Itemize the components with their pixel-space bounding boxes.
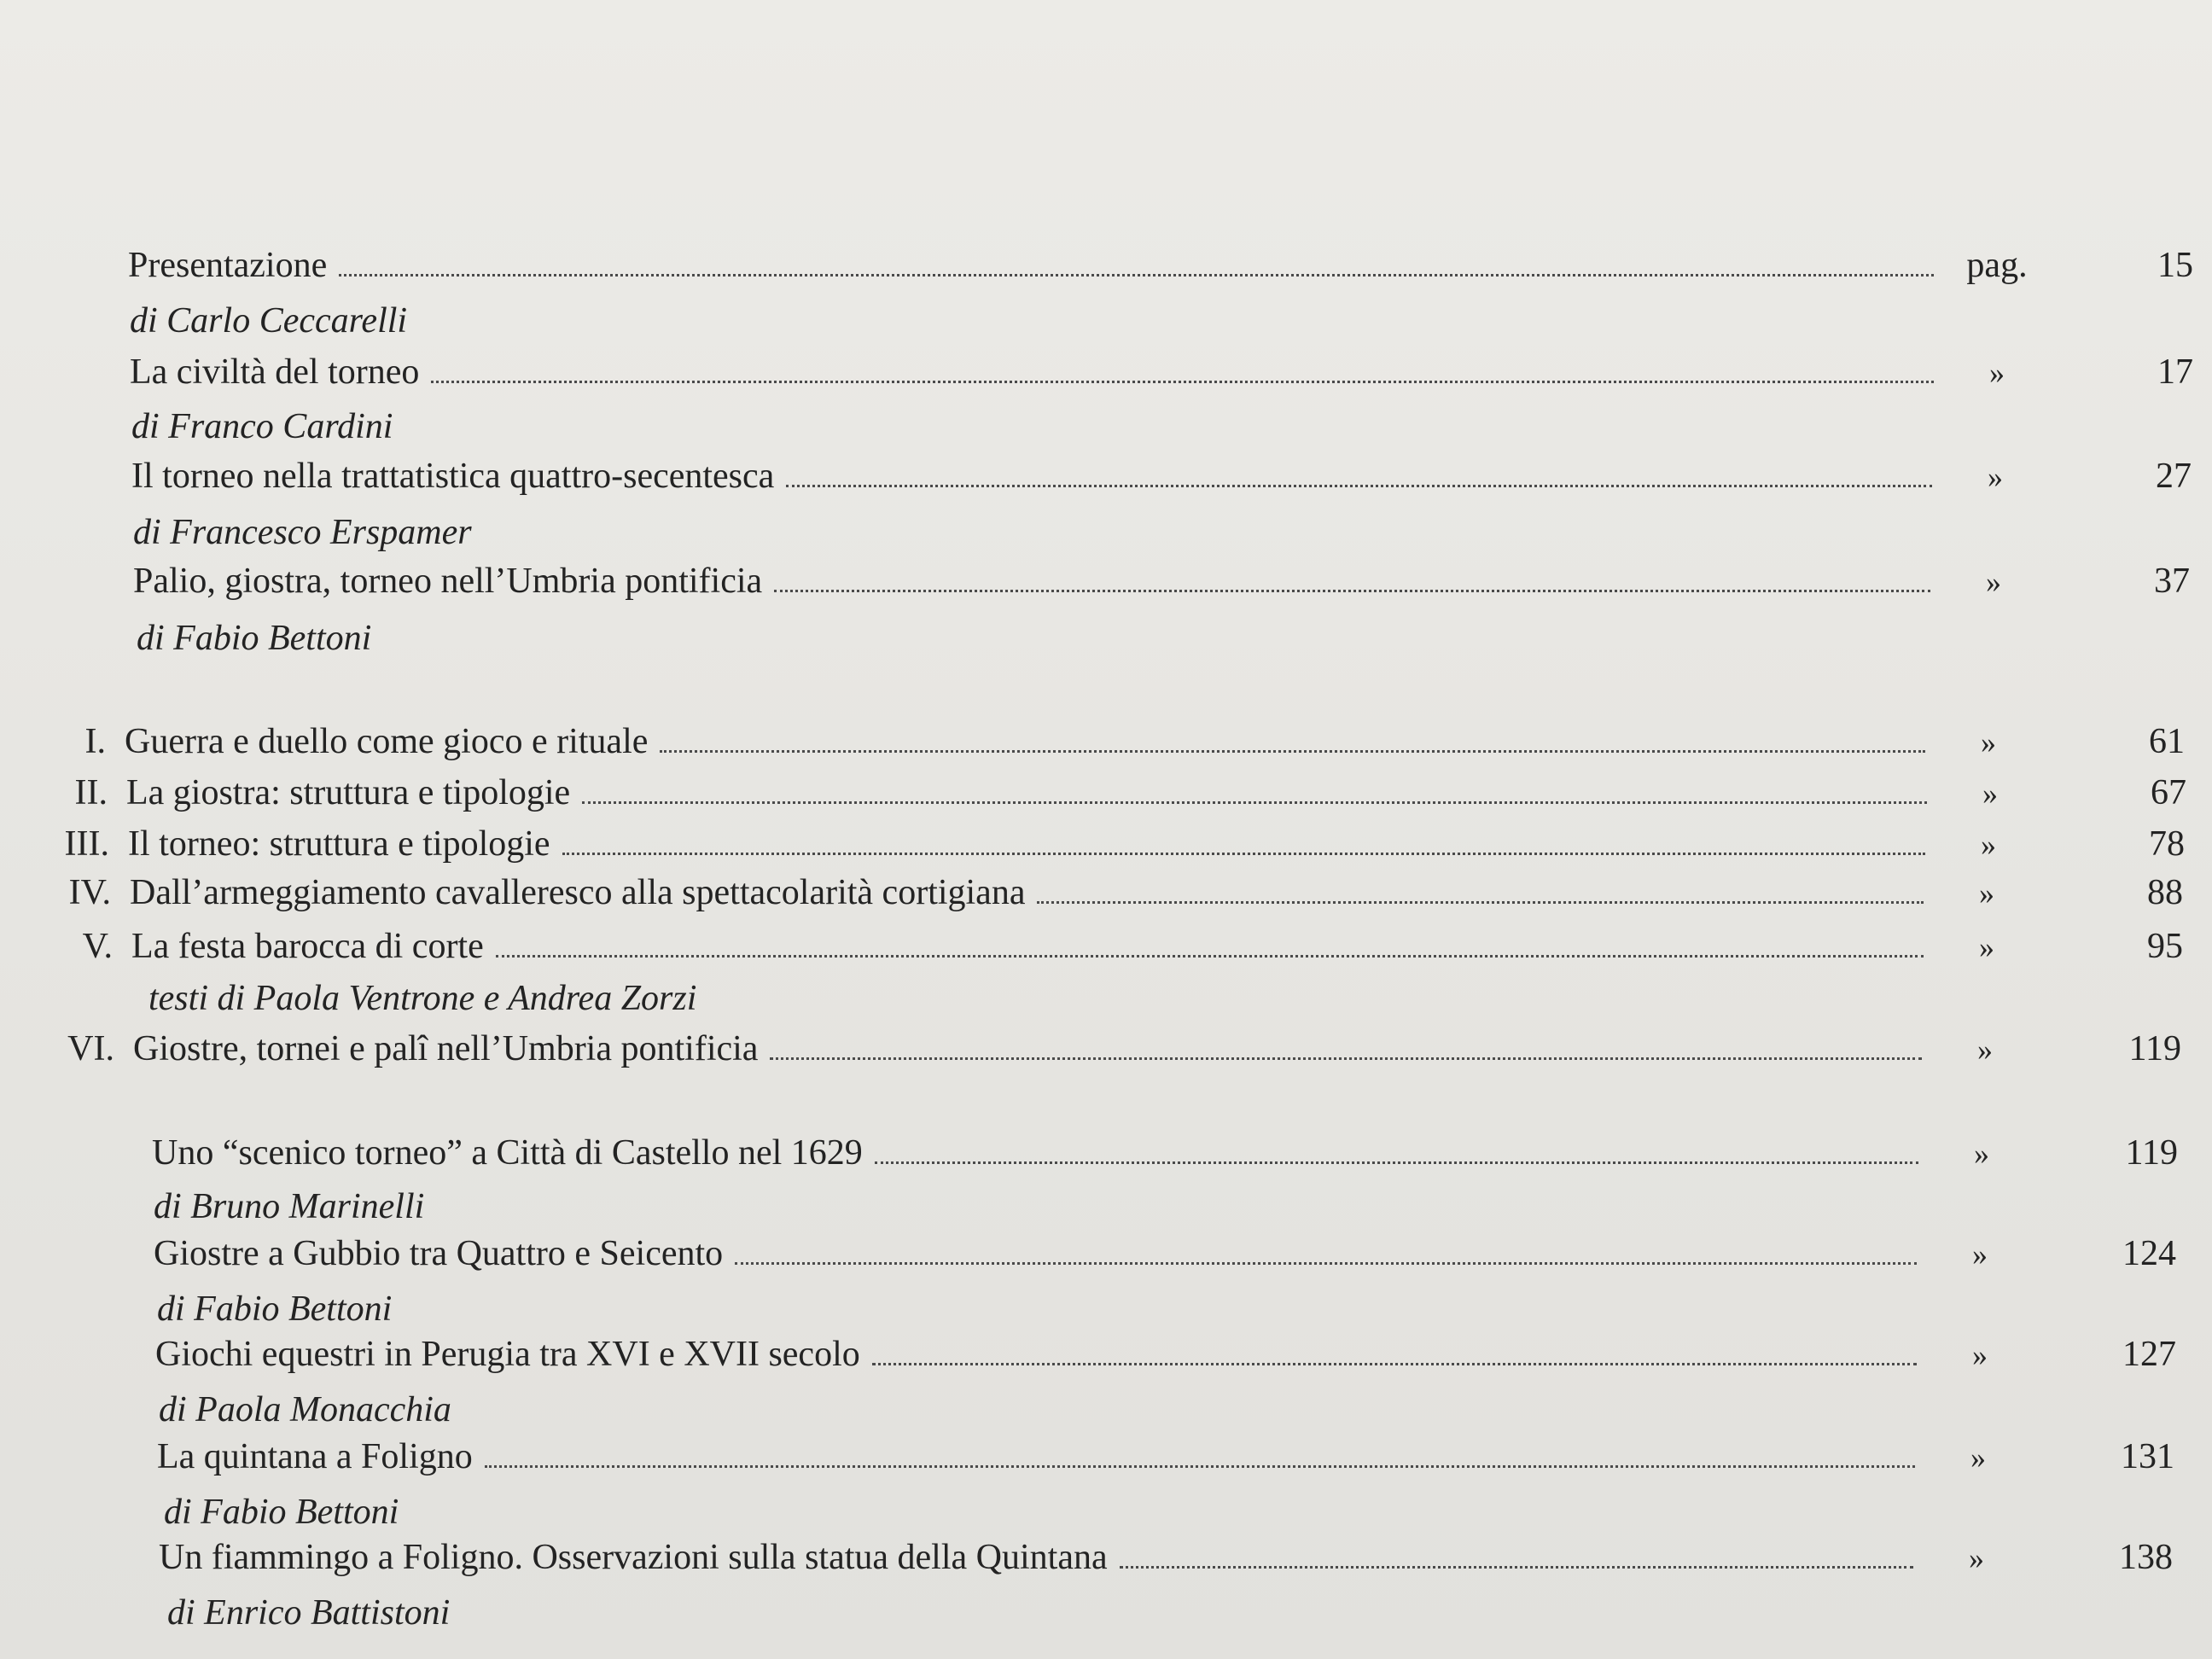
- entry-title: Il torneo: struttura e tipologie: [128, 824, 550, 864]
- toc-entry: [49, 1135, 2178, 1171]
- page-number: 27: [2156, 457, 2192, 496]
- ditto-mark: »: [1982, 777, 1998, 811]
- ditto-mark: »: [1977, 1033, 1993, 1067]
- dot-leader: [485, 1465, 1915, 1468]
- entry-title: La quintana a Foligno: [157, 1437, 473, 1476]
- dot-leader: [582, 801, 1927, 804]
- chapter-number: III.: [64, 824, 109, 864]
- chapter-number: V.: [82, 927, 113, 966]
- page-number: 119: [2125, 1133, 2178, 1173]
- ditto-mark: »: [1972, 1237, 1988, 1272]
- dot-leader: [339, 274, 1934, 276]
- chapter-number: IV.: [68, 873, 111, 912]
- ditto-mark: »: [1988, 460, 2003, 494]
- entry-author: di Fabio Bettoni: [137, 619, 372, 658]
- entry-title: Giostre a Gubbio tra Quattro e Seicento: [154, 1234, 724, 1273]
- ditto-mark: »: [1979, 876, 1994, 911]
- page-number: 37: [2154, 562, 2190, 601]
- ditto-mark: »: [1972, 1338, 1988, 1372]
- page-number: 15: [2157, 246, 2193, 285]
- entry-title: Giochi equestri in Perugia tra XVI e XVII secolo: [155, 1335, 860, 1374]
- toc-entry: [26, 247, 2193, 283]
- dot-leader: [735, 1262, 1917, 1265]
- page-number: 88: [2147, 873, 2183, 912]
- toc-entry: [51, 1236, 2176, 1272]
- entry-author: testi di Paola Ventrone e Andrea Zorzi: [148, 979, 697, 1018]
- chapter-number: II.: [74, 773, 108, 812]
- entry-title: Uno “scenico torneo” a Città di Castello nel 1629: [152, 1133, 863, 1173]
- entry-title: Dall’armeggiamento cavalleresco alla spettacolarità cortigiana: [130, 873, 1026, 912]
- page-number: 127: [2122, 1335, 2176, 1374]
- entry-title: Presentazione: [128, 246, 328, 285]
- entry-author: di Fabio Bettoni: [157, 1289, 393, 1329]
- entry-title: Giostre, tornei e palî nell’Umbria pontificia: [133, 1029, 759, 1068]
- toc-entry: [26, 826, 2185, 862]
- entry-author: di Paola Monacchia: [159, 1390, 451, 1429]
- toc-entry: [31, 563, 2190, 599]
- ditto-mark: »: [1986, 565, 2001, 599]
- page-number: 78: [2149, 824, 2185, 864]
- page-number: 17: [2157, 352, 2193, 392]
- dot-leader: [562, 853, 1925, 855]
- entry-title: La civiltà del torneo: [130, 352, 420, 392]
- ditto-mark: »: [1981, 828, 1996, 862]
- ditto-mark: »: [1970, 1441, 1986, 1475]
- toc-entry: [53, 1336, 2176, 1372]
- entry-author: di Enrico Battistoni: [167, 1593, 451, 1633]
- entry-title: Palio, giostra, torneo nell’Umbria pontificia: [133, 562, 763, 601]
- dot-leader: [770, 1057, 1922, 1060]
- entry-author: di Fabio Bettoni: [164, 1493, 399, 1532]
- dot-leader: [431, 381, 1934, 383]
- toc-entry: [24, 775, 2186, 811]
- toc-entry: [56, 1540, 2173, 1575]
- toc-entry: [22, 724, 2185, 760]
- ditto-mark: »: [1979, 930, 1994, 964]
- dot-leader: [660, 750, 1925, 753]
- page-number: 95: [2147, 927, 2183, 966]
- ditto-mark: »: [1974, 1137, 1989, 1171]
- toc-entry: [29, 928, 2183, 964]
- dot-leader: [875, 1161, 1918, 1164]
- page-number: 131: [2121, 1437, 2174, 1476]
- entry-title: Un fiammingo a Foligno. Osservazioni sulla statua della Quintana: [159, 1538, 1108, 1577]
- page-number: 61: [2149, 722, 2185, 761]
- entry-author: di Carlo Ceccarelli: [130, 301, 408, 341]
- dot-leader: [1037, 901, 1924, 904]
- toc-entry: [27, 354, 2193, 390]
- ditto-mark: »: [1989, 356, 2005, 390]
- toc-entry: [29, 458, 2192, 494]
- entry-title: La giostra: struttura e tipologie: [126, 773, 571, 812]
- chapter-number: I.: [84, 722, 106, 761]
- entry-author: di Franco Cardini: [131, 407, 393, 446]
- page-number: 67: [2151, 773, 2186, 812]
- entry-title: La festa barocca di corte: [131, 927, 484, 966]
- toc-entry: [31, 1031, 2181, 1067]
- ditto-mark: »: [1981, 725, 1996, 760]
- page-number: 138: [2119, 1538, 2173, 1577]
- page-label: pag.: [1966, 246, 2028, 285]
- dot-leader: [786, 485, 1932, 487]
- ditto-mark: »: [1969, 1541, 1984, 1575]
- entry-author: di Bruno Marinelli: [154, 1187, 425, 1226]
- entry-title: Il torneo nella trattatistica quattro-secentesca: [131, 457, 775, 496]
- entry-title: Guerra e duello come gioco e rituale: [125, 722, 649, 761]
- dot-leader: [774, 590, 1930, 592]
- page-number: 119: [2128, 1029, 2181, 1068]
- toc-entry: [27, 875, 2183, 911]
- chapter-number: VI.: [67, 1029, 114, 1068]
- page-number: 124: [2122, 1234, 2176, 1273]
- dot-leader: [1120, 1566, 1913, 1569]
- dot-leader: [872, 1363, 1917, 1365]
- toc-entry: [55, 1439, 2174, 1475]
- dot-leader: [496, 955, 1924, 958]
- entry-author: di Francesco Erspamer: [133, 513, 472, 552]
